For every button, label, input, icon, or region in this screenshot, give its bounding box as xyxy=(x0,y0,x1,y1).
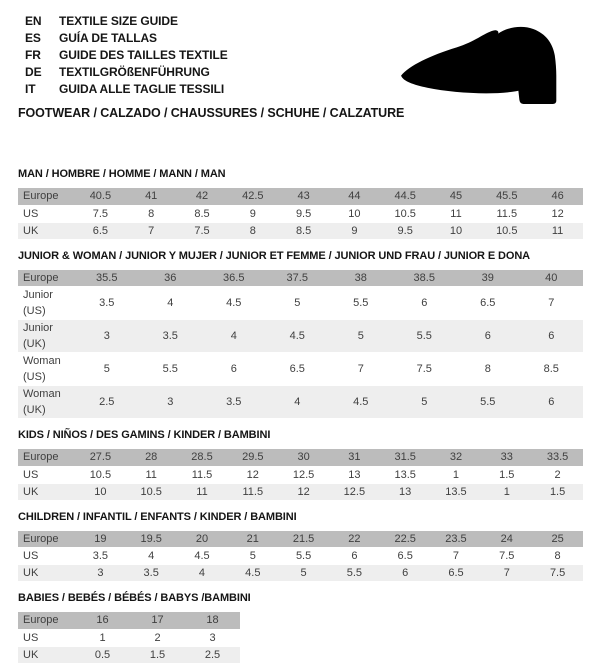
size-cell: 3 xyxy=(75,320,139,353)
size-cell: 1 xyxy=(431,466,482,483)
size-cell: 4.5 xyxy=(266,320,330,353)
size-section xyxy=(18,429,583,501)
size-table xyxy=(18,449,583,501)
size-cell: 1.5 xyxy=(481,466,532,483)
size-cell: 11.5 xyxy=(227,483,278,500)
size-table xyxy=(18,531,583,583)
size-cell: 1.5 xyxy=(532,483,583,500)
size-cell: 38 xyxy=(329,270,393,287)
size-cell: 10 xyxy=(329,205,380,222)
size-cell: 3.5 xyxy=(75,548,126,565)
table-row xyxy=(18,205,583,222)
table-row xyxy=(18,646,240,663)
row-label: US xyxy=(18,466,75,483)
shoe-icon xyxy=(396,20,574,107)
size-cell: 28 xyxy=(126,449,177,466)
size-cell: 19 xyxy=(75,531,126,548)
category-title: FOOTWEAR / CALZADO / CHAUSSURES / SCHUHE / CALZATURE xyxy=(18,106,405,120)
size-cell: 3 xyxy=(75,565,126,582)
size-cell: 11 xyxy=(126,466,177,483)
size-cell: 6 xyxy=(456,320,520,353)
size-cell: 6 xyxy=(393,287,457,320)
size-cell: 5 xyxy=(393,386,457,419)
size-table xyxy=(18,612,240,664)
table-row xyxy=(18,629,240,646)
size-cell: 3.5 xyxy=(139,320,203,353)
size-cell: 6.5 xyxy=(456,287,520,320)
size-cell: 44.5 xyxy=(380,188,431,205)
size-cell: 8.5 xyxy=(520,353,584,386)
size-cell: 21.5 xyxy=(278,531,329,548)
size-cell: 10.5 xyxy=(380,205,431,222)
size-cell: 10.5 xyxy=(75,466,126,483)
size-cell: 13 xyxy=(380,483,431,500)
size-cell: 4 xyxy=(202,320,266,353)
size-cell: 22.5 xyxy=(380,531,431,548)
table-row xyxy=(18,386,583,419)
size-cell: 1 xyxy=(481,483,532,500)
size-cell: 11 xyxy=(431,205,482,222)
size-cell: 9.5 xyxy=(380,222,431,239)
size-cell: 5.5 xyxy=(456,386,520,419)
table-row xyxy=(18,612,240,629)
row-label: Woman (US) xyxy=(18,353,75,386)
size-cell: 13.5 xyxy=(380,466,431,483)
size-cell: 3.5 xyxy=(75,287,139,320)
size-cell: 44 xyxy=(329,188,380,205)
size-cell: 33 xyxy=(481,449,532,466)
size-cell: 42 xyxy=(177,188,228,205)
size-cell: 5 xyxy=(278,565,329,582)
size-cell: 17 xyxy=(130,612,185,629)
size-cell: 5 xyxy=(329,320,393,353)
size-cell: 4.5 xyxy=(177,548,228,565)
size-cell: 9.5 xyxy=(278,205,329,222)
size-cell: 3.5 xyxy=(126,565,177,582)
size-cell: 6.5 xyxy=(75,222,126,239)
size-cell: 3 xyxy=(185,629,240,646)
size-cell: 25 xyxy=(532,531,583,548)
size-cell: 10.5 xyxy=(481,222,532,239)
size-cell: 32 xyxy=(431,449,482,466)
size-cell: 2.5 xyxy=(185,646,240,663)
table-row xyxy=(18,320,583,353)
table-row xyxy=(18,483,583,500)
size-cell: 20 xyxy=(177,531,228,548)
size-cell: 5.5 xyxy=(278,548,329,565)
size-cell: 11.5 xyxy=(177,466,228,483)
size-cell: 36 xyxy=(139,270,203,287)
table-row xyxy=(18,353,583,386)
language-label: TEXTILGRÖßENFÜHRUNG xyxy=(59,65,210,79)
size-cell: 9 xyxy=(227,205,278,222)
row-label: Junior (US) xyxy=(18,287,75,320)
size-cell: 12 xyxy=(227,466,278,483)
size-cell: 38.5 xyxy=(393,270,457,287)
table-row xyxy=(18,222,583,239)
table-row xyxy=(18,548,583,565)
size-cell: 8.5 xyxy=(177,205,228,222)
size-cell: 7.5 xyxy=(393,353,457,386)
size-cell: 8.5 xyxy=(278,222,329,239)
size-cell: 2 xyxy=(532,466,583,483)
size-cell: 21 xyxy=(227,531,278,548)
size-cell: 2.5 xyxy=(75,386,139,419)
size-cell: 1 xyxy=(75,629,130,646)
size-cell: 6 xyxy=(520,386,584,419)
size-cell: 6.5 xyxy=(266,353,330,386)
row-label: US xyxy=(18,205,75,222)
size-section xyxy=(18,250,583,420)
size-cell: 27.5 xyxy=(75,449,126,466)
size-cell: 4 xyxy=(266,386,330,419)
size-tables xyxy=(18,168,583,664)
size-cell: 10.5 xyxy=(126,483,177,500)
size-cell: 12 xyxy=(532,205,583,222)
size-section xyxy=(18,592,583,664)
size-cell: 45 xyxy=(431,188,482,205)
size-cell: 6.5 xyxy=(431,565,482,582)
size-cell: 13 xyxy=(329,466,380,483)
size-cell: 40 xyxy=(520,270,584,287)
table-row xyxy=(18,531,583,548)
size-cell: 45.5 xyxy=(481,188,532,205)
size-cell: 5.5 xyxy=(139,353,203,386)
size-cell: 8 xyxy=(456,353,520,386)
size-cell: 7 xyxy=(431,548,482,565)
table-row xyxy=(18,565,583,582)
size-cell: 5 xyxy=(227,548,278,565)
size-cell: 6 xyxy=(329,548,380,565)
table-row xyxy=(18,270,583,287)
size-cell: 6.5 xyxy=(380,548,431,565)
size-cell: 5.5 xyxy=(393,320,457,353)
size-cell: 28.5 xyxy=(177,449,228,466)
size-cell: 8 xyxy=(126,205,177,222)
row-label: US xyxy=(18,548,75,565)
size-table xyxy=(18,270,583,420)
size-cell: 43 xyxy=(278,188,329,205)
size-cell: 7 xyxy=(329,353,393,386)
size-cell: 7.5 xyxy=(481,548,532,565)
row-label: Junior (UK) xyxy=(18,320,75,353)
size-cell: 18 xyxy=(185,612,240,629)
size-cell: 7 xyxy=(520,287,584,320)
size-cell: 7.5 xyxy=(75,205,126,222)
size-cell: 16 xyxy=(75,612,130,629)
size-cell: 39 xyxy=(456,270,520,287)
size-cell: 30 xyxy=(278,449,329,466)
size-cell: 5 xyxy=(75,353,139,386)
size-cell: 46 xyxy=(532,188,583,205)
row-label: Europe xyxy=(18,270,75,287)
row-label: Europe xyxy=(18,449,75,466)
size-cell: 5.5 xyxy=(329,565,380,582)
size-cell: 2 xyxy=(130,629,185,646)
section-title: MAN / HOMBRE / HOMME / MANN / MAN xyxy=(18,168,226,180)
size-cell: 31 xyxy=(329,449,380,466)
language-label: GUIDA ALLE TAGLIE TESSILI xyxy=(59,82,225,96)
size-cell: 8 xyxy=(532,548,583,565)
size-cell: 7 xyxy=(481,565,532,582)
row-label: UK xyxy=(18,565,75,582)
row-label: Europe xyxy=(18,531,75,548)
size-cell: 7.5 xyxy=(532,565,583,582)
size-cell: 7.5 xyxy=(177,222,228,239)
size-cell: 31.5 xyxy=(380,449,431,466)
size-cell: 33.5 xyxy=(532,449,583,466)
language-code: ES xyxy=(25,31,41,45)
size-cell: 4 xyxy=(139,287,203,320)
size-cell: 12.5 xyxy=(278,466,329,483)
size-cell: 12.5 xyxy=(329,483,380,500)
size-cell: 12 xyxy=(278,483,329,500)
row-label: Europe xyxy=(18,188,75,205)
size-cell: 36.5 xyxy=(202,270,266,287)
section-title: BABIES / BEBÉS / BÉBÉS / BABYS /BAMBINI xyxy=(18,592,251,604)
table-row xyxy=(18,449,583,466)
size-cell: 7 xyxy=(126,222,177,239)
language-label: GUÍA DE TALLAS xyxy=(59,31,157,45)
size-cell: 6 xyxy=(202,353,266,386)
size-cell: 4 xyxy=(126,548,177,565)
size-cell: 6 xyxy=(520,320,584,353)
section-title: KIDS / NIÑOS / DES GAMINS / KINDER / BAMBINI xyxy=(18,429,271,441)
language-label: GUIDE DES TAILLES TEXTILE xyxy=(59,48,228,62)
row-label: Europe xyxy=(18,612,75,629)
size-cell: 24 xyxy=(481,531,532,548)
size-cell: 19.5 xyxy=(126,531,177,548)
size-cell: 35.5 xyxy=(75,270,139,287)
language-code: EN xyxy=(25,14,42,28)
table-row xyxy=(18,188,583,205)
size-cell: 11 xyxy=(532,222,583,239)
size-cell: 3.5 xyxy=(202,386,266,419)
size-cell: 0.5 xyxy=(75,646,130,663)
size-cell: 40.5 xyxy=(75,188,126,205)
table-row xyxy=(18,287,583,320)
row-label: UK xyxy=(18,222,75,239)
size-cell: 37.5 xyxy=(266,270,330,287)
size-cell: 4.5 xyxy=(202,287,266,320)
size-cell: 42.5 xyxy=(227,188,278,205)
size-cell: 11.5 xyxy=(481,205,532,222)
size-cell: 13.5 xyxy=(431,483,482,500)
language-code: DE xyxy=(25,65,42,79)
table-row xyxy=(18,466,583,483)
language-label: TEXTILE SIZE GUIDE xyxy=(59,14,178,28)
size-cell: 5 xyxy=(266,287,330,320)
size-section xyxy=(18,511,583,583)
row-label: UK xyxy=(18,483,75,500)
section-title: CHILDREN / INFANTIL / ENFANTS / KINDER / BAMBINI xyxy=(18,510,297,523)
language-code: IT xyxy=(25,82,36,96)
size-cell: 4.5 xyxy=(329,386,393,419)
size-cell: 9 xyxy=(329,222,380,239)
size-cell: 41 xyxy=(126,188,177,205)
size-cell: 5.5 xyxy=(329,287,393,320)
size-cell: 23.5 xyxy=(431,531,482,548)
row-label: Woman (UK) xyxy=(18,386,75,419)
size-table xyxy=(18,188,583,240)
size-cell: 8 xyxy=(227,222,278,239)
size-section xyxy=(18,168,583,240)
size-cell: 10 xyxy=(75,483,126,500)
size-cell: 1.5 xyxy=(130,646,185,663)
language-code: FR xyxy=(25,48,41,62)
row-label: UK xyxy=(18,646,75,663)
section-title: JUNIOR & WOMAN / JUNIOR Y MUJER / JUNIOR ET FEMME / JUNIOR UND FRAU / JUNIOR E DONA xyxy=(18,249,531,262)
size-cell: 6 xyxy=(380,565,431,582)
size-cell: 3 xyxy=(139,386,203,419)
size-cell: 4 xyxy=(177,565,228,582)
size-cell: 4.5 xyxy=(227,565,278,582)
size-cell: 11 xyxy=(177,483,228,500)
size-cell: 22 xyxy=(329,531,380,548)
size-cell: 29.5 xyxy=(227,449,278,466)
size-cell: 10 xyxy=(431,222,482,239)
row-label: US xyxy=(18,629,75,646)
